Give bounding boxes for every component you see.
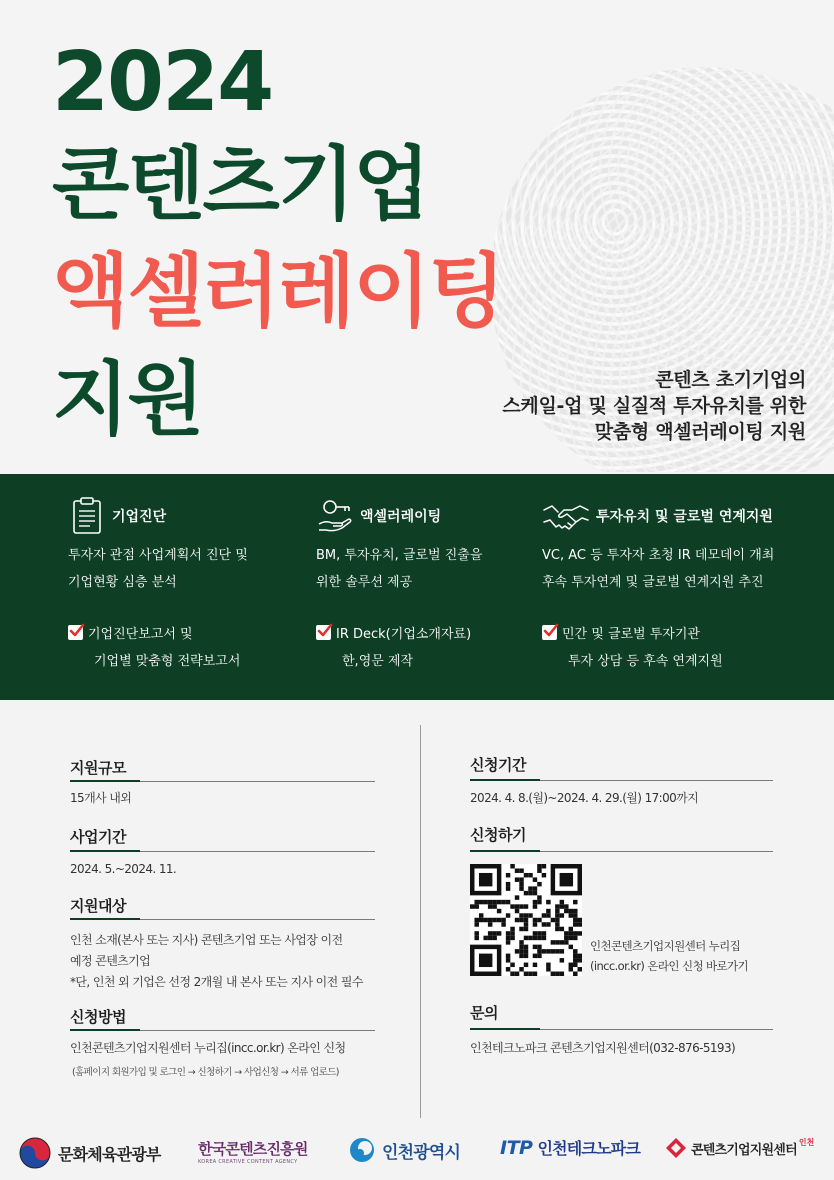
logo-label: 인천광역시: [382, 1142, 461, 1163]
section-divider: [470, 851, 773, 852]
column-divider: [420, 725, 421, 1120]
qr-caption-line: (incc.or.kr) 온라인 신청 바로가기: [590, 959, 749, 973]
subtitle-line: 스케일-업 및 실질적 투자유치를 위한: [502, 395, 806, 417]
program-deliverable: [542, 621, 723, 675]
logo-label: 콘텐츠기업지원센터: [691, 1142, 797, 1158]
incheon-icon: [348, 1136, 376, 1164]
program-diagnosis: [68, 474, 338, 700]
program-band: [0, 474, 834, 700]
hero-section: [0, 0, 834, 474]
section-divider: [70, 851, 375, 852]
subtitle-line: 콘텐츠 초기기업의: [655, 369, 806, 391]
program-header: [68, 496, 166, 536]
section-divider: [70, 919, 375, 920]
period-title: 사업기간: [70, 828, 126, 846]
section-divider: [470, 780, 773, 781]
logo-incheon: [348, 1136, 460, 1164]
period-text: 2024. 5.~2024. 11.: [70, 862, 177, 876]
logo-incc: [664, 1136, 814, 1160]
checkbox-icon: [316, 625, 331, 640]
key-hand-icon: [316, 496, 354, 536]
logo-itp: [500, 1136, 640, 1159]
program-description: [68, 542, 248, 596]
target-line: 인천 소재(본사 또는 지사) 콘텐츠기업 또는 사업장 이전: [70, 933, 343, 947]
program-title: 액셀러레이팅: [360, 509, 442, 525]
description-line: 위한 솔루션 제공: [316, 575, 413, 590]
logo-label: 인천테크노파크: [537, 1139, 641, 1158]
hero-subtitle: [502, 367, 806, 445]
program-deliverable: [316, 621, 471, 675]
program-investment: [542, 474, 822, 700]
logo-label: 한국콘텐츠진흥원: [198, 1140, 308, 1158]
diamond-icon: [664, 1136, 688, 1160]
apply-title: 신청하기: [470, 826, 526, 844]
apply-period-title: 신청기간: [470, 756, 526, 774]
target-title: 지원대상: [70, 897, 126, 915]
clipboard-icon: [68, 496, 106, 536]
checkbox-icon: [68, 625, 83, 640]
title-year: 2024: [52, 35, 273, 130]
title-line-accelerating: 액셀러레이팅: [52, 245, 504, 338]
method-note: (홈페이지 회원가입 및 로그인 → 신청하기 → 사업신청 → 서류 업로드): [72, 1067, 339, 1078]
taegeuk-icon: [18, 1136, 52, 1170]
program-title: 투자유치 및 글로벌 연계지원: [596, 509, 773, 525]
target-note: *단, 인천 외 기업은 선정 2개월 내 본사 또는 지사 이전 필수: [70, 975, 363, 989]
contact-title: 문의: [470, 1004, 498, 1022]
logo-kocca: [198, 1138, 308, 1165]
description-line: VC, AC 등 투자자 초청 IR 데모데이 개최: [542, 548, 775, 563]
target-line: 예정 콘텐츠기업: [70, 954, 151, 968]
deliverable-line: 투자 상담 등 후속 연계지원: [568, 654, 723, 669]
program-title: 기업진단: [112, 509, 167, 525]
footer-logos: [0, 1118, 834, 1180]
subtitle-line: 맞춤형 액셀러레이팅 지원: [594, 421, 806, 443]
program-description: [316, 542, 482, 596]
logo-sublabel: KOREA CREATIVE CONTENT AGENCY: [198, 1159, 298, 1165]
logo-suffix: 인천: [798, 1137, 815, 1147]
title-line-content-company: 콘텐츠기업: [52, 138, 429, 231]
description-line: 투자자 관점 사업계획서 진단 및: [68, 548, 248, 563]
description-line: 기업현황 심층 분석: [68, 575, 177, 590]
deliverable-line: 한,영문 제작: [342, 654, 414, 669]
section-divider: [70, 1030, 375, 1031]
deliverable-line: 기업별 맞춤형 전략보고서: [94, 654, 241, 669]
qr-code[interactable]: [470, 864, 582, 976]
section-divider: [470, 1029, 773, 1030]
target-text: [70, 930, 363, 993]
title-line-support: 지원: [52, 353, 203, 446]
logo-prefix: ITP: [500, 1136, 533, 1159]
description-line: BM, 투자유치, 글로벌 진출을: [316, 548, 483, 563]
logo-mcst: [18, 1136, 161, 1170]
logo-label: 문화체육관광부: [58, 1144, 161, 1164]
program-header: [316, 496, 441, 536]
section-divider: [70, 781, 375, 782]
scale-text: 15개사 내외: [70, 791, 132, 805]
program-header: [542, 496, 773, 536]
program-deliverable: [68, 621, 240, 675]
deliverable-line: IR Deck(기업소개자료): [336, 627, 472, 642]
qr-caption-line: 인천콘텐츠기업지원센터 누리집: [590, 939, 741, 953]
checkbox-icon: [542, 625, 557, 640]
program-description: [542, 542, 774, 596]
description-line: 후속 투자연계 및 글로벌 연계지원 추진: [542, 575, 764, 590]
deliverable-line: 기업진단보고서 및: [88, 627, 193, 642]
method-title: 신청방법: [70, 1008, 126, 1026]
contact-text: 인천테크노파크 콘텐츠기업지원센터(032-876-5193): [470, 1041, 736, 1055]
apply-period-text: 2024. 4. 8.(월)~2024. 4. 29.(월) 17:00까지: [470, 791, 699, 805]
method-text: 인천콘텐츠기업지원센터 누리집(incc.or.kr) 온라인 신청: [70, 1041, 346, 1055]
deliverable-line: 민간 및 글로벌 투자기관: [562, 627, 700, 642]
handshake-icon: [542, 496, 590, 536]
qr-caption: [590, 936, 748, 976]
scale-title: 지원규모: [70, 759, 126, 777]
